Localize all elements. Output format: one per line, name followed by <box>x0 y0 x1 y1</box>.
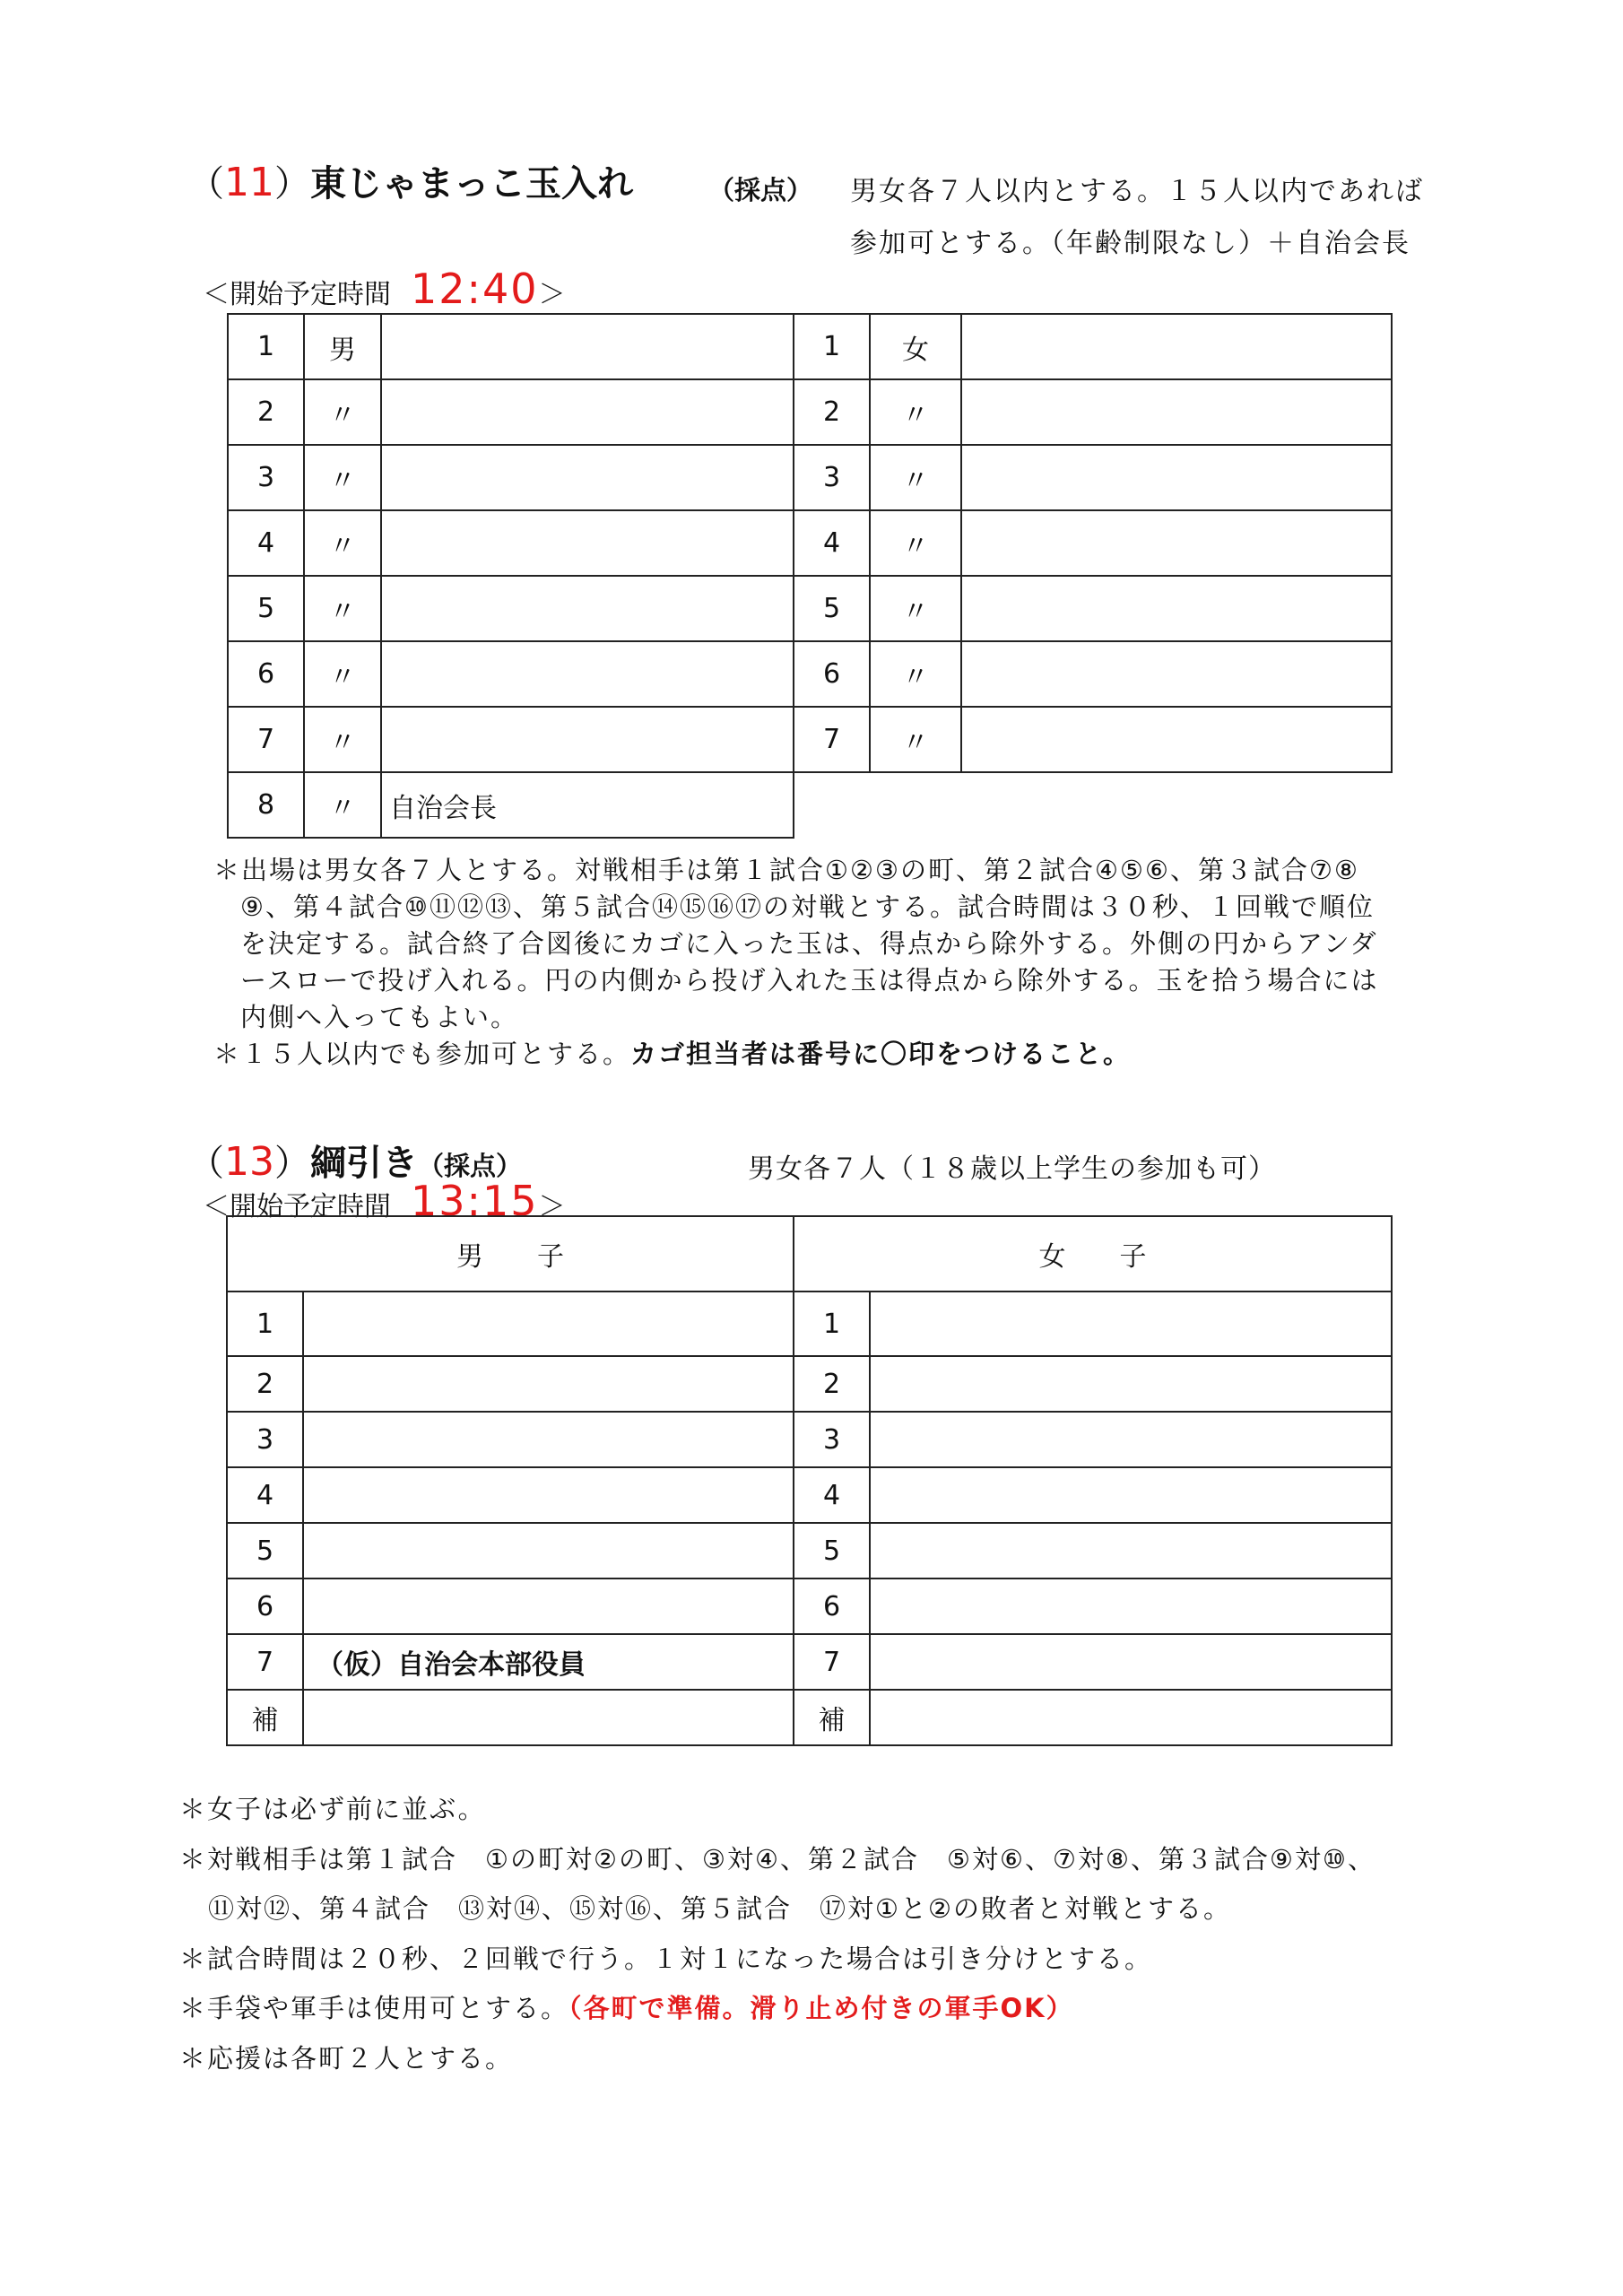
female-entry-name-field[interactable] <box>870 1412 1392 1467</box>
female-column-header: 女 子 <box>794 1216 1392 1292</box>
start-time-close: ＞ <box>538 1191 566 1222</box>
scoring-label: （採点） <box>418 1151 523 1181</box>
table-row <box>227 1292 1392 1356</box>
female-entry-name-field[interactable] <box>961 641 1392 707</box>
male-entry-number: 補 <box>227 1690 303 1745</box>
requirement-line-1: 男女各７人以内とする。１５人以内であれば <box>850 176 1424 207</box>
note-line: 内側へ入ってもよい。 <box>240 1002 519 1032</box>
table-row <box>228 707 1392 772</box>
note-text: ＊手袋や軍手は使用可とする。 <box>179 1993 569 2023</box>
female-entry-number: 1 <box>794 314 870 379</box>
male-entry-name-field[interactable] <box>381 641 794 707</box>
female-entry-number: 4 <box>794 510 870 576</box>
female-entry-number: 4 <box>794 1467 870 1523</box>
female-entry-name-field[interactable] <box>870 1467 1392 1523</box>
female-entry-name-field[interactable] <box>961 445 1392 510</box>
male-entry-number: 7 <box>228 707 304 772</box>
male-entry-number: 5 <box>228 576 304 641</box>
male-entry-name-field[interactable] <box>381 707 794 772</box>
empty-space <box>794 772 1392 838</box>
note-line: ＊試合時間は２０秒、２回戦で行う。１対１になった場合は引き分けとする。 <box>179 1943 1153 1974</box>
female-entry-mark: 〃 <box>870 641 961 707</box>
section-11-heading <box>188 160 633 207</box>
paren-close: ） <box>274 1143 310 1184</box>
start-time-value: 13:15 <box>411 1177 539 1225</box>
paren-close: ） <box>274 163 310 204</box>
note-line: ＊女子は必ず前に並ぶ。 <box>179 1794 486 1824</box>
female-entry-name-field[interactable] <box>961 314 1392 379</box>
male-entry-number: 1 <box>227 1292 303 1356</box>
paren-open: （ <box>188 1143 224 1184</box>
female-entry-name-field[interactable] <box>870 1292 1392 1356</box>
male-entry-name-field[interactable] <box>303 1467 794 1523</box>
note-line: ＊出場は男女各７人とする。対戦相手は第１試合①②③の町、第２試合④⑤⑥、第３試合⑦⑧ <box>213 855 1359 885</box>
male-entry-name-field[interactable] <box>303 1578 794 1634</box>
note-red-text: （各町で準備。滑り止め付きの軍手OK） <box>568 1993 1074 2023</box>
female-entry-number: 7 <box>794 1634 870 1690</box>
male-entry-mark: 〃 <box>304 445 381 510</box>
note-line <box>213 1036 1379 1073</box>
start-time-label: ＜開始予定時間 <box>203 1191 391 1222</box>
male-entry-name-field[interactable]: （仮）自治会本部役員 <box>303 1634 794 1690</box>
male-entry-number: 2 <box>227 1356 303 1412</box>
female-entry-number: 7 <box>794 707 870 772</box>
male-entry-mark: 男 <box>304 314 381 379</box>
female-entry-number: 5 <box>794 576 870 641</box>
male-entry-number: 3 <box>228 445 304 510</box>
male-entry-number: 4 <box>228 510 304 576</box>
table-row <box>227 1412 1392 1467</box>
female-entry-mark: 〃 <box>870 379 961 445</box>
female-entry-mark: 女 <box>870 314 961 379</box>
female-entry-number: 3 <box>794 1412 870 1467</box>
female-entry-name-field[interactable] <box>870 1523 1392 1578</box>
start-time-value: 12:40 <box>411 265 539 313</box>
start-time-close: ＞ <box>538 279 566 310</box>
male-entry-name-field[interactable] <box>303 1412 794 1467</box>
male-entry-mark: 〃 <box>304 510 381 576</box>
table-row <box>227 1356 1392 1412</box>
male-entry-number: 3 <box>227 1412 303 1467</box>
male-entry-mark: 〃 <box>304 576 381 641</box>
note-line: ースローで投げ入れる。円の内側から投げ入れた玉は得点から除外する。玉を拾う場合には <box>240 965 1379 996</box>
table-row <box>228 641 1392 707</box>
female-entry-number: 3 <box>794 445 870 510</box>
male-entry-name-field[interactable] <box>381 314 794 379</box>
section-13-notes <box>179 1785 1376 2083</box>
section-number: 11 <box>224 160 274 205</box>
female-entry-number: 2 <box>794 1356 870 1412</box>
table-row <box>228 576 1392 641</box>
female-entry-name-field[interactable] <box>961 576 1392 641</box>
table-row <box>228 510 1392 576</box>
male-entry-name-field[interactable] <box>381 510 794 576</box>
table-row <box>228 314 1392 379</box>
male-entry-number: 2 <box>228 379 304 445</box>
male-entry-name-field[interactable] <box>303 1523 794 1578</box>
male-entry-name-field[interactable] <box>381 576 794 641</box>
male-entry-number: 5 <box>227 1523 303 1578</box>
tug-of-war-roster-table <box>226 1215 1393 1746</box>
note-line <box>179 1984 1376 2034</box>
male-entry-number: 4 <box>227 1467 303 1523</box>
male-entry-name-field[interactable] <box>381 445 794 510</box>
female-entry-number: 6 <box>794 641 870 707</box>
female-entry-mark: 〃 <box>870 576 961 641</box>
male-column-header: 男 子 <box>227 1216 794 1292</box>
event-title: 綱引き <box>310 1143 418 1184</box>
male-entry-name-field[interactable] <box>303 1690 794 1745</box>
note-bold-text: カゴ担当者は番号に〇印をつけること。 <box>630 1039 1132 1069</box>
female-entry-name-field[interactable] <box>961 379 1392 445</box>
requirement-line-2: 参加可とする。（年齢制限なし）＋自治会長 <box>850 228 1410 259</box>
note-line: ⑨、第４試合⑩⑪⑫⑬、第５試合⑭⑮⑯⑰の対戦とする。試合時間は３０秒、１回戦で順位 <box>240 891 1375 922</box>
female-entry-name-field[interactable] <box>870 1690 1392 1745</box>
female-entry-name-field[interactable] <box>870 1634 1392 1690</box>
male-entry-name-field[interactable] <box>303 1356 794 1412</box>
male-entry-mark: 〃 <box>304 379 381 445</box>
female-entry-number: 補 <box>794 1690 870 1745</box>
male-entry-mark: 〃 <box>304 772 381 838</box>
male-entry-mark: 〃 <box>304 707 381 772</box>
note-line: ＊応援は各町２人とする。 <box>179 2042 514 2074</box>
section-11-notes <box>213 852 1379 1073</box>
female-entry-number: 6 <box>794 1578 870 1634</box>
male-entry-number: 8 <box>228 772 304 838</box>
female-entry-mark: 〃 <box>870 445 961 510</box>
scoring-label: （採点） <box>708 175 813 205</box>
female-entry-number: 2 <box>794 379 870 445</box>
female-entry-number: 5 <box>794 1523 870 1578</box>
table-row <box>227 1467 1392 1523</box>
female-entry-mark: 〃 <box>870 510 961 576</box>
table-row <box>228 445 1392 510</box>
female-entry-name-field[interactable] <box>961 510 1392 576</box>
male-entry-name-field[interactable] <box>381 379 794 445</box>
note-line: ⑪対⑫、第４試合 ⑬対⑭、⑮対⑯、第５試合 ⑰対①と②の敗者と対戦とする。 <box>208 1893 1231 1924</box>
table-row <box>227 1523 1392 1578</box>
female-entry-mark: 〃 <box>870 707 961 772</box>
table-row <box>228 772 1392 838</box>
note-line: ＊対戦相手は第１試合 ①の町対②の町、③対④、第２試合 ⑤対⑥、⑦対⑧、第３試合⑨対⑩、 <box>179 1843 1376 1874</box>
paren-open: （ <box>188 163 224 204</box>
tamaire-roster-table <box>227 313 1393 839</box>
female-entry-name-field[interactable] <box>961 707 1392 772</box>
table-row <box>227 1634 1392 1690</box>
start-time-label: ＜開始予定時間 <box>203 279 391 310</box>
table-row <box>227 1578 1392 1634</box>
male-entry-mark: 〃 <box>304 641 381 707</box>
requirement-line: 男女各７人（１８歳以上学生の参加も可） <box>748 1153 1276 1185</box>
female-entry-number: 1 <box>794 1292 870 1356</box>
note-line: を決定する。試合終了合図後にカゴに入った玉は、得点から除外する。外側の円からアンダ <box>240 928 1378 959</box>
table-row <box>228 379 1392 445</box>
male-entry-number: 6 <box>227 1578 303 1634</box>
male-entry-number: 1 <box>228 314 304 379</box>
male-entry-number: 7 <box>227 1634 303 1690</box>
female-entry-name-field[interactable] <box>870 1356 1392 1412</box>
section-number: 13 <box>224 1139 274 1185</box>
note-text: ＊１５人以内でも参加可とする。 <box>213 1039 631 1069</box>
male-entry-name-field[interactable]: 自治会長 <box>381 772 794 838</box>
table-row <box>227 1690 1392 1745</box>
female-entry-name-field[interactable] <box>870 1578 1392 1634</box>
male-entry-name-field[interactable] <box>303 1292 794 1356</box>
event-title: 東じゃまっこ玉入れ <box>310 163 633 204</box>
male-entry-number: 6 <box>228 641 304 707</box>
